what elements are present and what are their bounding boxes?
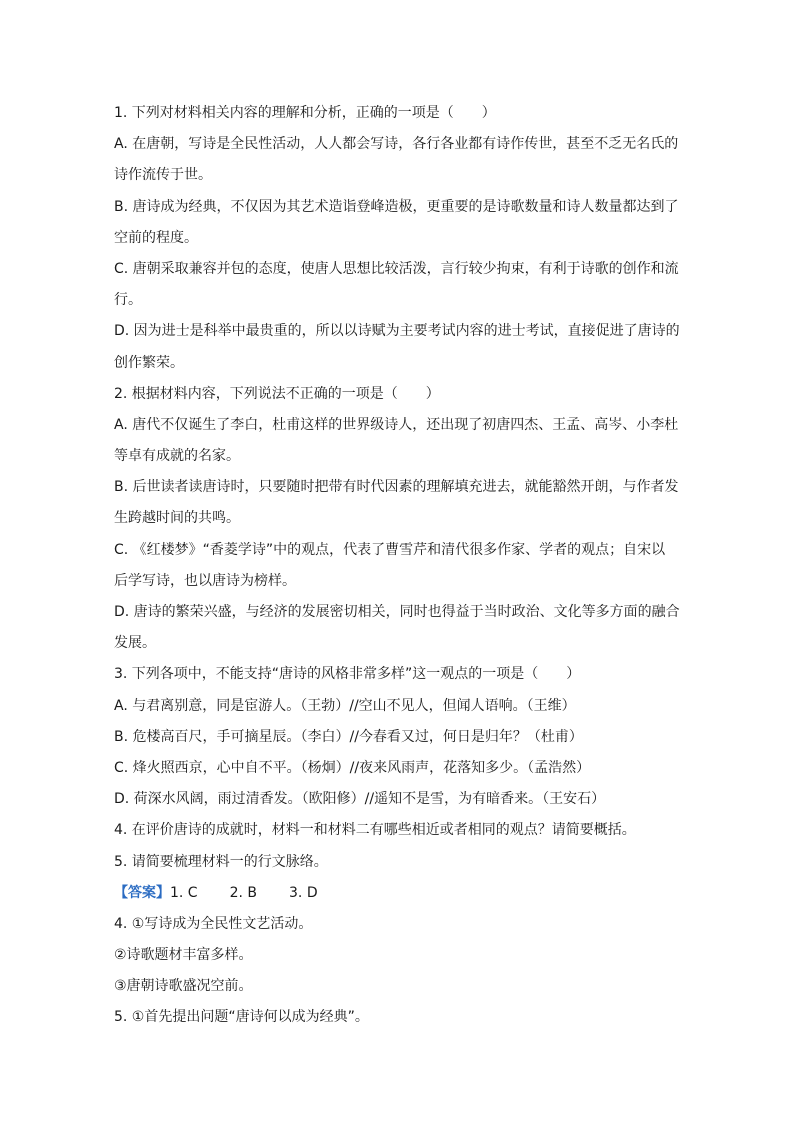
question-1-stem: 1. 下列对材料相关内容的理解和分析，正确的一项是（ ）: [114, 105, 496, 121]
question-2-option-c-cont: 后学写诗，也以唐诗为榜样。: [114, 572, 296, 589]
question-2-option-a: A. 唐代不仅诞生了李白，杜甫这样的世界级诗人，还出现了初唐四杰、王孟、高岑、小李杜: [114, 416, 679, 433]
question-3-option-d: D. 荷深水风阔，雨过清香发。（欧阳修）//遥知不是雪，为有暗香来。（王安石）: [114, 791, 606, 808]
question-3-stem: 3. 下列各项中，不能支持“唐诗的风格非常多样”这一观点的一项是（ ）: [114, 666, 581, 683]
question-1-option-a-cont: 诗作流传于世。: [114, 167, 212, 184]
question-3-option-c: C. 烽火照西京，心中自不平。（杨炯）//夜来风雨声，花落知多少。（孟浩然）: [114, 759, 591, 776]
question-4-stem: 4. 在评价唐诗的成就时，材料一和材料二有哪些相近或者相同的观点？请简要概括。: [114, 822, 636, 839]
question-2-option-d-cont: 发展。: [114, 635, 156, 652]
answer-1: 1. C: [170, 884, 198, 901]
answer-2: 2. B: [229, 884, 258, 901]
question-1-option-a: A. 在唐朝，写诗是全民性活动，人人都会写诗，各行各业都有诗作传世，甚至不乏无名氏的: [114, 136, 679, 153]
answer-key-line: [114, 878, 686, 909]
answer-label: 【答案】: [114, 884, 170, 901]
question-2-option-b: B. 后世读者读唐诗时，只要随时把带有时代因素的理解填充进去，就能豁然开朗，与作者发: [114, 479, 679, 496]
exam-content: [114, 98, 686, 1034]
question-3-option-a: A. 与君离别意，同是宦游人。（王勃）//空山不见人，但闻人语响。（王维）: [114, 697, 576, 714]
answer-4-line-2: ②诗歌题材丰富多样。: [114, 947, 253, 964]
question-2-option-d: D. 唐诗的繁荣兴盛，与经济的发展密切相关，同时也得益于当时政治、文化等多方面的融合: [114, 604, 680, 620]
answer-3: 3. D: [289, 884, 318, 901]
question-1-option-c: C. 唐朝采取兼容并包的态度，使唐人思想比较活泼，言行较少拘束，有利于诗歌的创作和流: [114, 260, 679, 277]
question-2-option-a-cont: 等卓有成就的名家。: [114, 448, 240, 465]
question-1-option-b-cont: 空前的程度。: [114, 229, 198, 246]
question-2-option-c: C. 《红楼梦》“香菱学诗”中的观点，代表了曹雪芹和清代很多作家、学者的观点；自宋以: [114, 541, 666, 558]
question-3-option-b: B. 危楼高百尺，手可摘星辰。（李白）//今春看又过，何日是归年？（杜甫）: [114, 728, 583, 745]
question-2-stem: 2. 根据材料内容，下列说法不正确的一项是（ ）: [114, 385, 440, 402]
question-1-option-c-cont: 行。: [114, 292, 142, 309]
answer-5-line-1: 5. ①首先提出问题“唐诗何以成为经典”。: [114, 1009, 369, 1026]
question-5-stem: 5. 请简要梳理材料一的行文脉络。: [114, 853, 328, 870]
answer-4-line-3: ③唐朝诗歌盛况空前。: [114, 978, 253, 995]
question-1-option-d: D. 因为进士是科举中最贵重的，所以以诗赋为主要考试内容的进士考试，直接促进了唐诗的: [114, 323, 680, 340]
question-1-option-d-cont: 创作繁荣。: [114, 354, 184, 371]
answer-4-line-1: 4. ①写诗成为全民性文艺活动。: [114, 915, 313, 932]
question-1-option-b: B. 唐诗成为经典，不仅因为其艺术造诣登峰造极，更重要的是诗歌数量和诗人数量都达到了: [114, 198, 679, 215]
question-2-option-b-cont: 生跨越时间的共鸣。: [114, 510, 240, 527]
